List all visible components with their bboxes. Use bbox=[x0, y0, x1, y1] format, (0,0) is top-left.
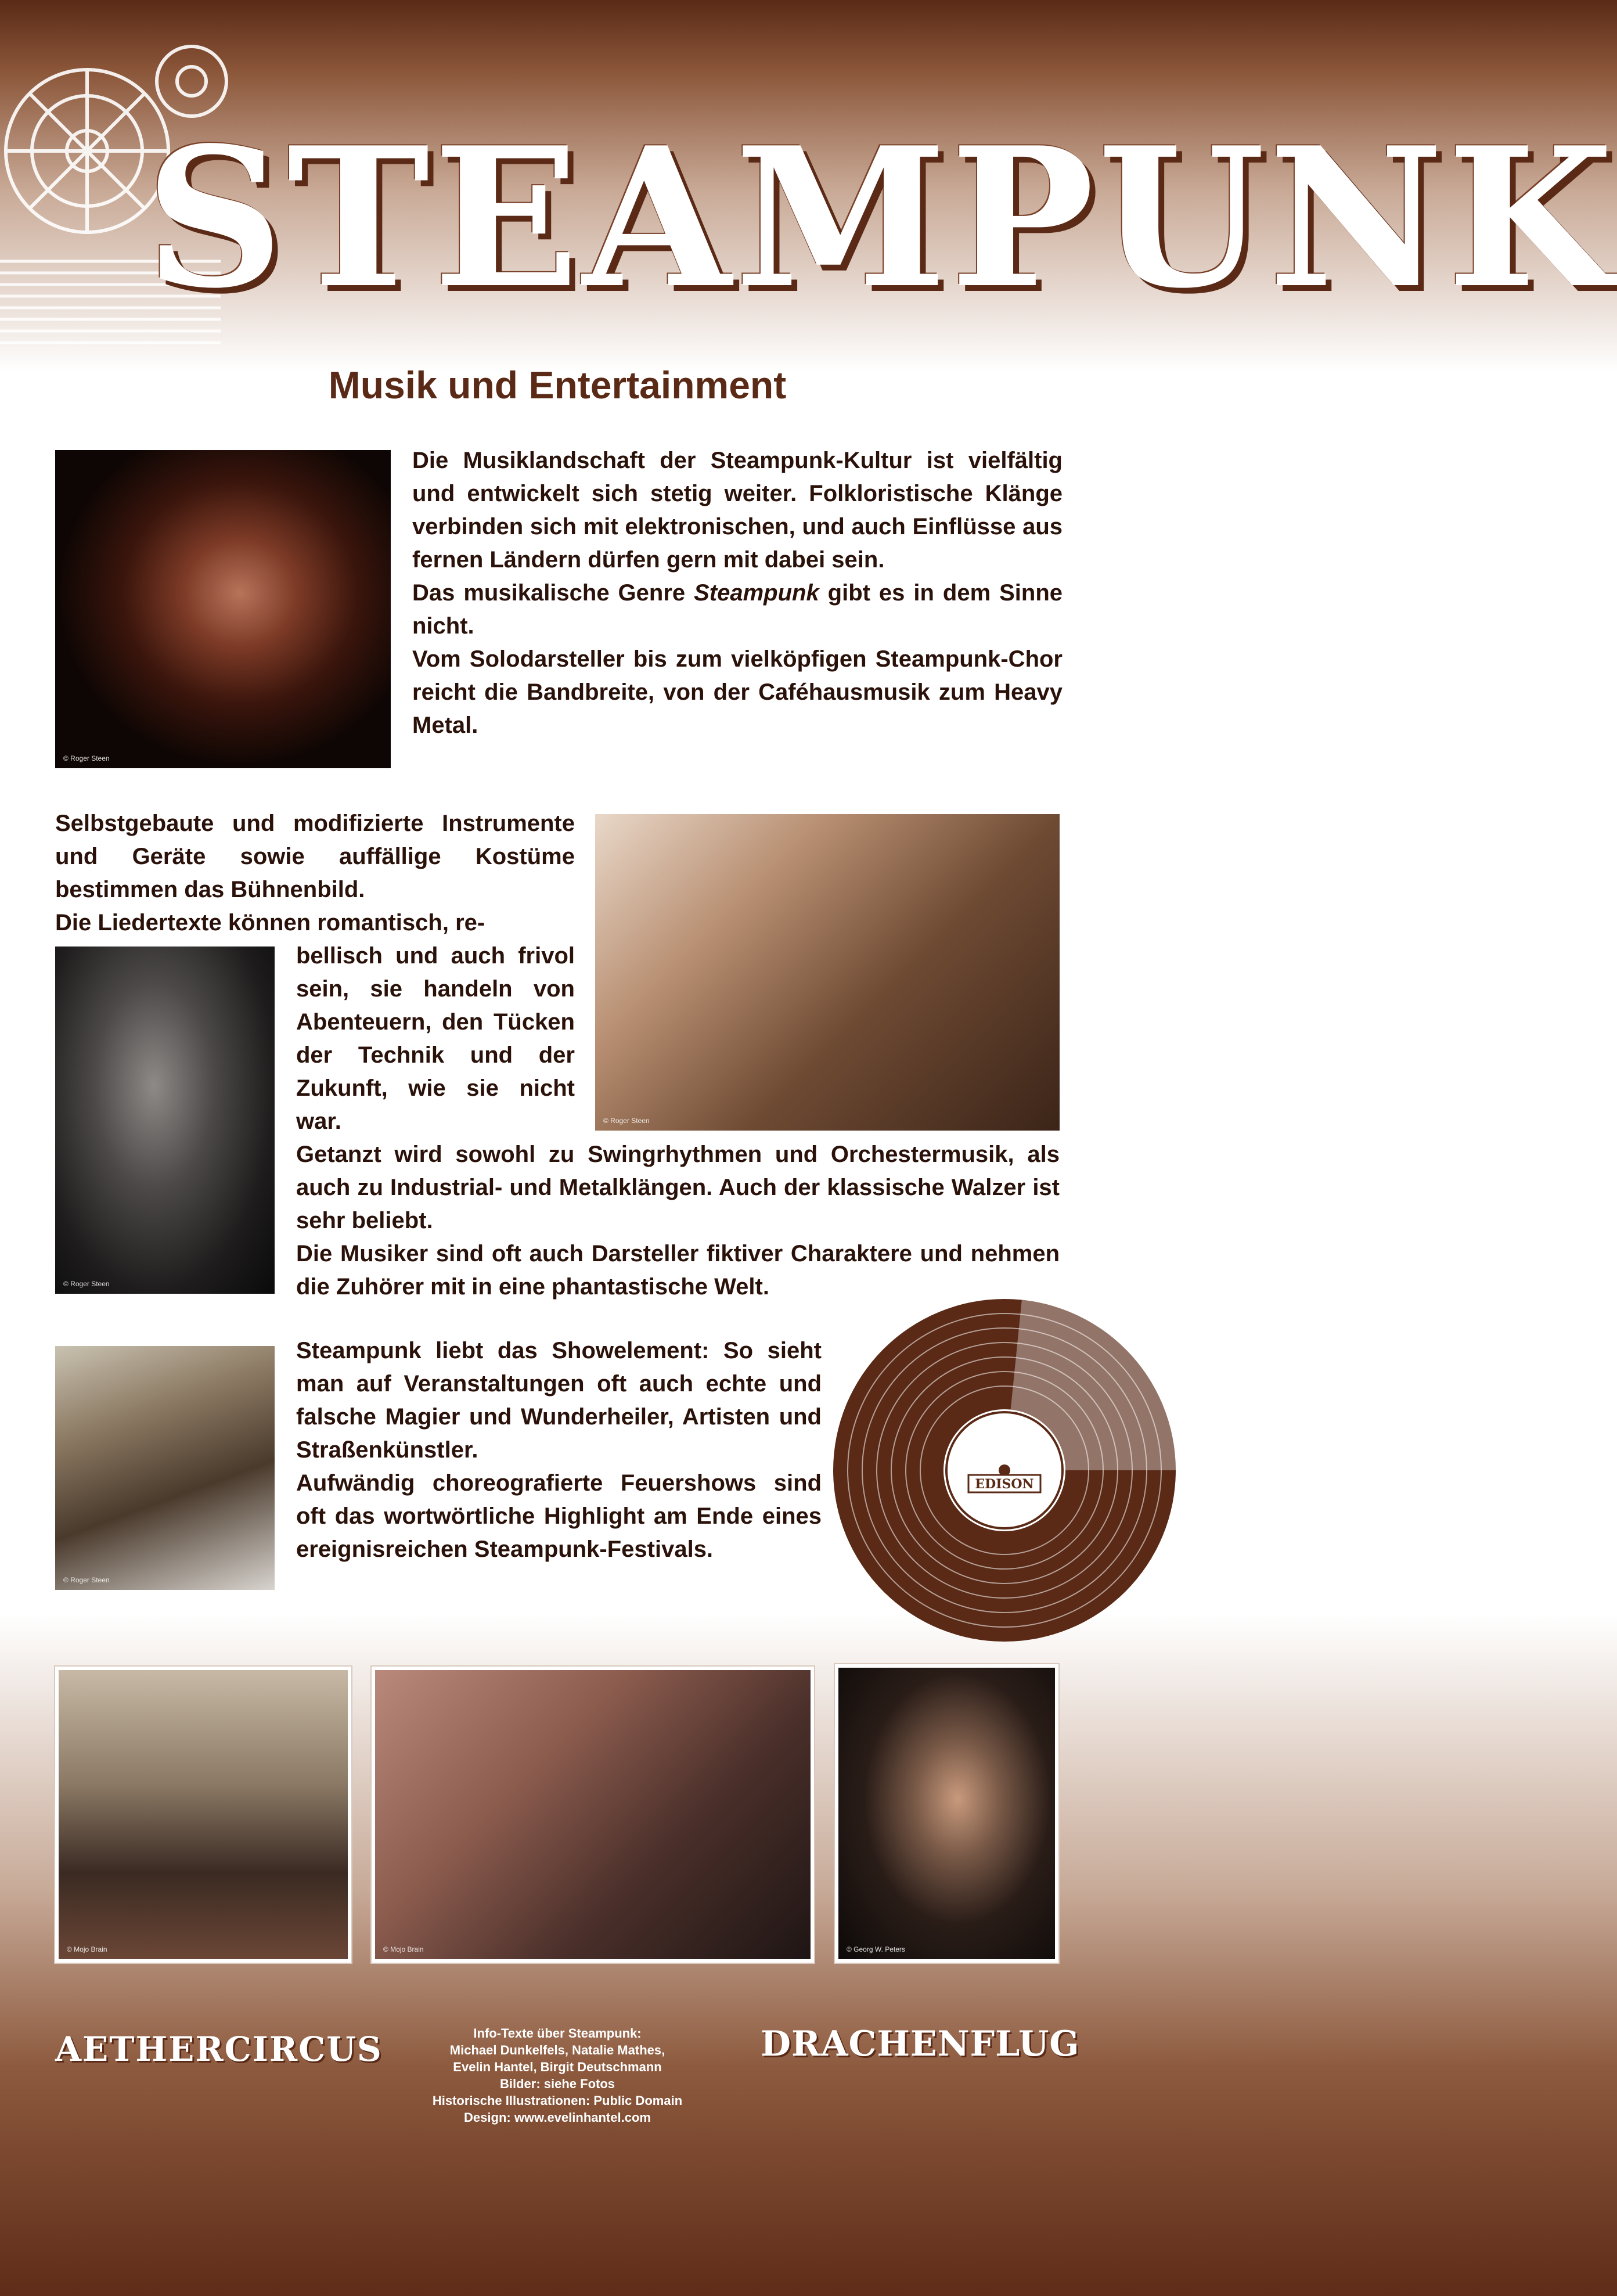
credit-line: Design: www.evelinhantel.com bbox=[464, 2110, 651, 2125]
photo-horn-player bbox=[372, 1667, 814, 1963]
intro-paragraph-2: Das musikalische Genre Steampunk gibt es in dem Sinne nicht. bbox=[412, 580, 1063, 639]
photo-magician bbox=[55, 1346, 275, 1590]
aethercircus-logo: AETHERCIRCUS bbox=[55, 2029, 383, 2069]
photo-dancers bbox=[55, 1667, 351, 1963]
page-title-logo: STEAMPUNK bbox=[145, 105, 1617, 330]
page-subtitle: Musik und Entertainment bbox=[328, 364, 787, 406]
genre-emphasis: Steampunk bbox=[694, 580, 819, 606]
credit-line: Bilder: siehe Fotos bbox=[499, 2077, 615, 2091]
photo-monocle-singer bbox=[835, 1664, 1058, 1963]
footer-credits bbox=[401, 2025, 714, 2126]
credit-line: Info-Texte über Steampunk: bbox=[473, 2026, 642, 2041]
instruments-text-bottom bbox=[296, 1138, 1060, 1304]
photo-credit: © Roger Steen bbox=[63, 754, 110, 762]
show-paragraph-2: Aufwändig choreografierte Feuershows sind oft das wortwörtliche Highlight am Ende eines ereignisreichen Steampunk-Festivals. bbox=[296, 1470, 822, 1562]
photo-credit: © Roger Steen bbox=[603, 1117, 650, 1125]
photo-credit: © Mojo Brain bbox=[67, 1945, 107, 1953]
intro-text bbox=[412, 444, 1063, 742]
drachenflug-logo: DRACHENFLUG bbox=[761, 2024, 1080, 2064]
credit-line: Historische Illustrationen: Public Domain bbox=[432, 2093, 683, 2108]
photo-credit: © Georg W. Peters bbox=[847, 1945, 905, 1953]
record-label-text: EDISON bbox=[975, 1477, 1034, 1492]
instruments-text-wrap bbox=[296, 940, 575, 1138]
intro-paragraph-1: Die Musiklandschaft der Steampunk-Kultur ist vielfältig und entwickelt sich stetig weiter. Folkloristische Klänge verbinden sich mit elektronischen, und auch Einflüsse aus fernen Ländern dürfen gern mit dabei sein. bbox=[412, 448, 1063, 573]
photo-singer bbox=[55, 450, 391, 768]
instruments-text-top bbox=[55, 807, 575, 940]
credit-line: Evelin Hantel, Birgit Deutschmann bbox=[453, 2060, 662, 2074]
photo-credit: © Mojo Brain bbox=[383, 1945, 424, 1953]
photo-credit: © Roger Steen bbox=[63, 1280, 110, 1288]
instruments-paragraph-2-end: bellisch und auch frivol sein, sie handeln von Abenteuern, den Tücken der Technik und der Zukunft, wie sie nicht war. bbox=[296, 943, 575, 1134]
credit-line: Michael Dunkelfels, Natalie Mathes, bbox=[449, 2043, 665, 2057]
photo-credit: © Roger Steen bbox=[63, 1576, 110, 1584]
show-paragraph-1: Steampunk liebt das Showelement: So sieht man auf Veranstaltungen oft auch echte und falsche Magier und Wunderheiler, Artisten und Straßenkünstler. bbox=[296, 1338, 822, 1463]
instruments-paragraph-1: Selbstgebaute und modifizierte Instrumente und Geräte sowie auffällige Kostüme bestimmen das Bühnenbild. bbox=[55, 811, 575, 902]
instruments-paragraph-4: Die Musiker sind oft auch Darsteller fiktiver Charaktere und nehmen die Zuhörer mit in eine phantastische Welt. bbox=[296, 1241, 1060, 1300]
instruments-paragraph-3: Getanzt wird sowohl zu Swingrhythmen und Orchestermusik, als auch zu Industrial- und Metalklängen. Auch der klassische Walzer ist sehr beliebt. bbox=[296, 1142, 1060, 1233]
intro-paragraph-3: Vom Solodarsteller bis zum vielköpfigen Steampunk-Chor reicht die Bandbreite, von der Caféhausmusik zum Heavy Metal. bbox=[412, 646, 1063, 738]
instruments-paragraph-2-start: Die Liedertexte können romantisch, re- bbox=[55, 910, 485, 935]
show-text bbox=[296, 1334, 822, 1566]
edison-record-illustration bbox=[830, 1296, 1132, 1650]
photo-cellist bbox=[55, 947, 275, 1294]
photo-band-stage bbox=[595, 814, 1060, 1131]
